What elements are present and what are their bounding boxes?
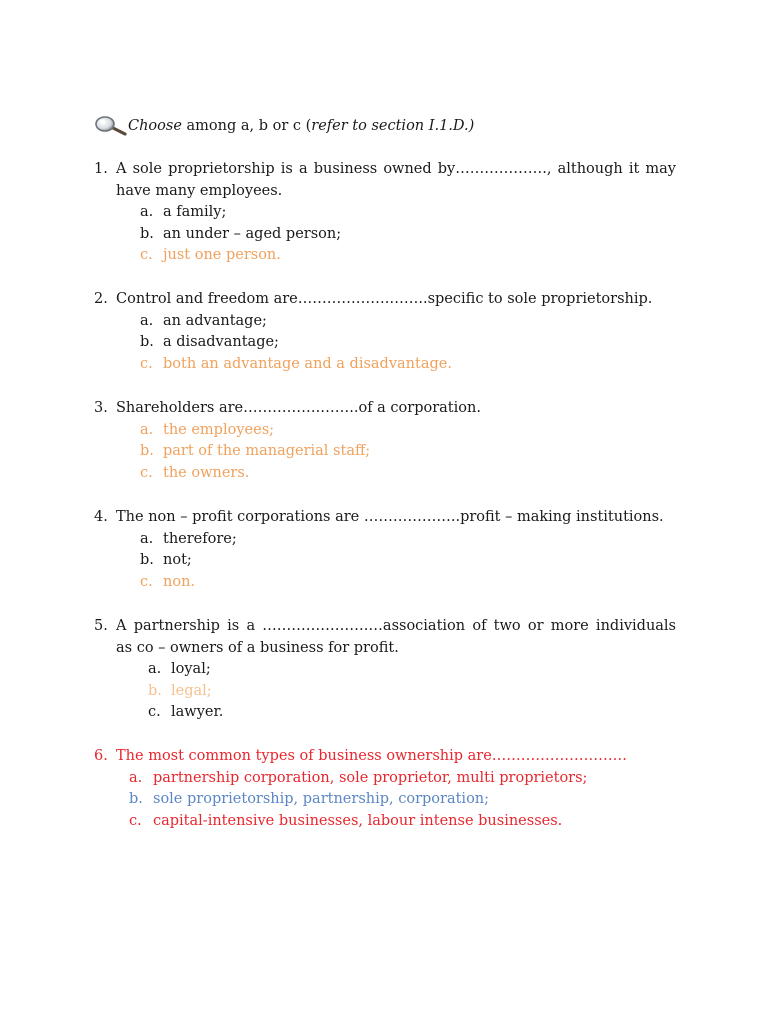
instruction-text: Choose among a, b or c (refer to section I.1.D.) xyxy=(128,118,475,134)
question-text-continued: have many employees. xyxy=(116,182,283,199)
question-6 xyxy=(94,746,676,832)
option-c: c. non. xyxy=(140,573,196,590)
magnifier-icon xyxy=(94,115,128,137)
question-number: 2. xyxy=(94,291,108,307)
option-a: a. partnership corporation, sole proprietor, multi proprietors; xyxy=(129,769,588,786)
option-b: b. a disadvantage; xyxy=(140,334,279,350)
option-b: b. legal; xyxy=(148,682,212,699)
question-text: A partnership is a ………………….…association of two or more individuals xyxy=(116,618,676,634)
question-text: The most common types of business ownership are………………………. xyxy=(116,748,627,764)
question-text: The non – profit corporations are ………………..profit – making institutions. xyxy=(116,509,664,525)
option-b: b. an under – aged person; xyxy=(140,225,342,242)
option-b: b. part of the managerial staff; xyxy=(140,443,371,459)
option-a: a. a family; xyxy=(140,204,227,220)
question-number: 1. xyxy=(94,161,108,177)
question-number: 5. xyxy=(94,618,108,634)
option-a: a. loyal; xyxy=(148,661,211,677)
question-number: 4. xyxy=(94,509,108,525)
question-text-continued: as co – owners of a business for profit. xyxy=(116,639,399,656)
question-2 xyxy=(94,289,676,375)
option-a: a. an advantage; xyxy=(140,312,267,329)
option-c: c. the owners. xyxy=(140,464,250,481)
option-a: a. the employees; xyxy=(140,421,275,438)
instruction-header xyxy=(94,114,474,138)
question-number: 3. xyxy=(94,400,108,416)
question-3 xyxy=(94,398,676,484)
question-5 xyxy=(94,616,676,724)
question-text: A sole proprietorship is a business owned by………………., although it may xyxy=(116,161,676,177)
option-b: b. not; xyxy=(140,552,192,568)
question-1 xyxy=(94,159,676,267)
question-text: Control and freedom are……………….……..specific to sole proprietorship. xyxy=(116,291,653,307)
option-c: c. lawyer. xyxy=(148,704,224,720)
question-number: 6. xyxy=(94,748,108,764)
option-c: c. capital-intensive businesses, labour intense businesses. xyxy=(129,812,563,829)
option-c: c. just one person. xyxy=(140,247,281,263)
option-b: b. sole proprietorship, partnership, corporation; xyxy=(129,791,490,807)
question-4 xyxy=(94,507,676,593)
option-c: c. both an advantage and a disadvantage. xyxy=(140,355,452,372)
option-a: a. therefore; xyxy=(140,530,237,547)
question-text: Shareholders are…………….……..of a corporation. xyxy=(116,400,481,416)
